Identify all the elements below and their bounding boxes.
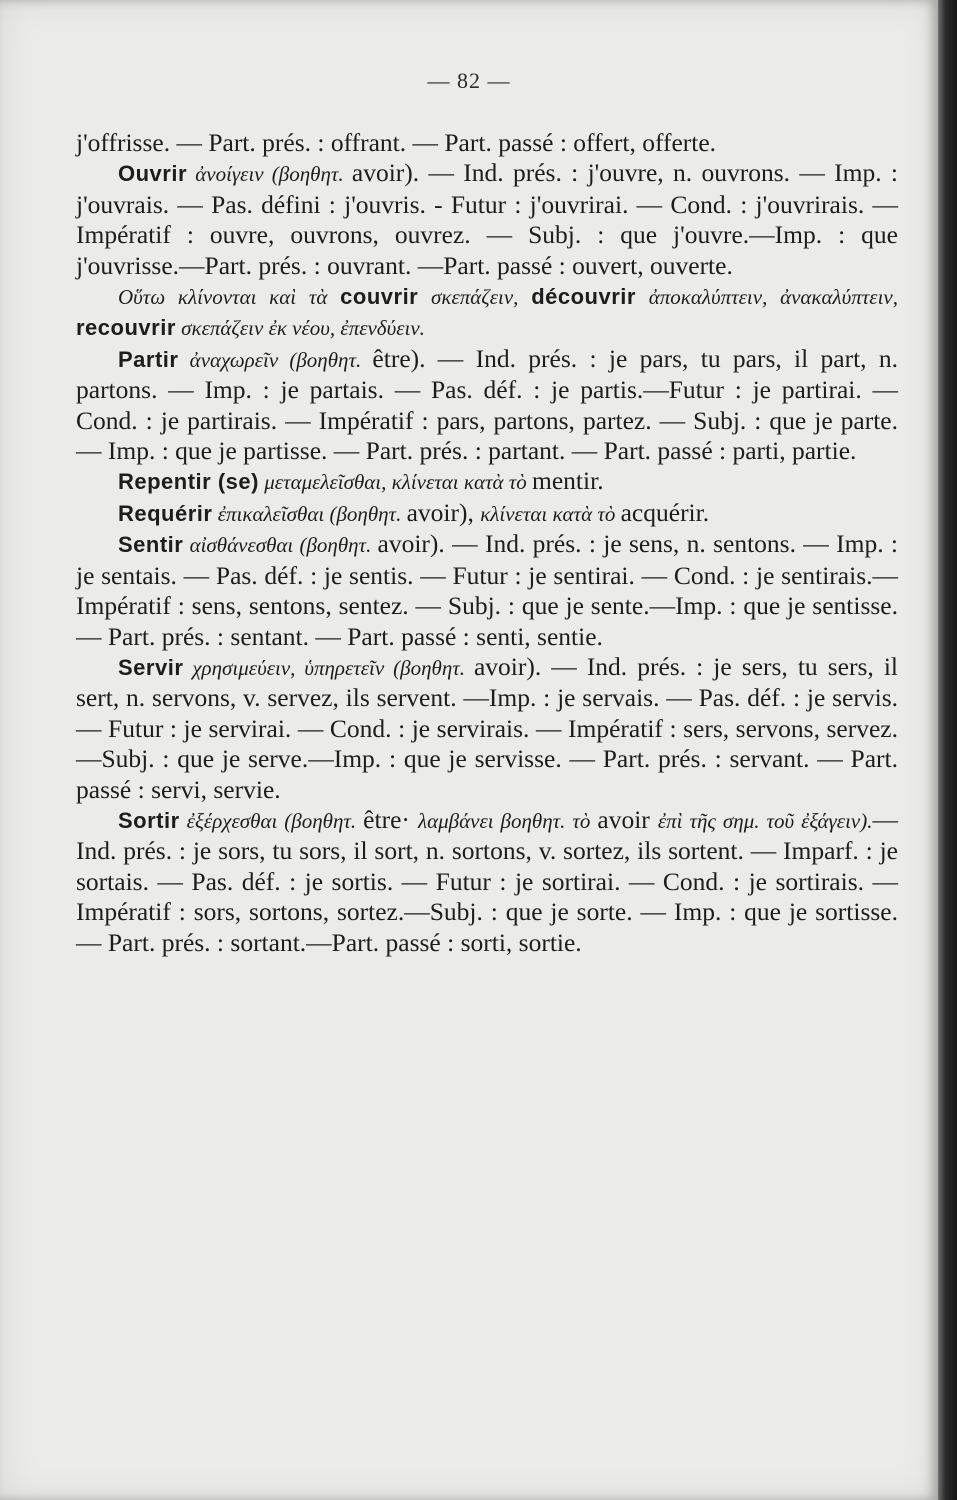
headword: Sortir <box>118 807 180 833</box>
paragraph-partir <box>76 344 898 467</box>
french-text: mentir. <box>532 466 604 496</box>
paragraph-sortir <box>76 805 898 958</box>
greek-text: ἀνοίγειν (βοηθητ. <box>187 162 352 187</box>
text-block <box>76 128 898 958</box>
page-number: — 82 — <box>427 68 511 93</box>
headword: Sentir <box>118 532 184 558</box>
paragraph-repentir <box>76 466 898 497</box>
greek-text: λαμβάνει βοηθητ. τὸ <box>417 808 598 833</box>
greek-text: σκεπάζειν, <box>418 285 532 310</box>
page-edge-shadow <box>938 0 957 1500</box>
headword: recouvrir <box>76 315 176 341</box>
paragraph-offrir-end <box>76 128 898 158</box>
french-text: —Ind. prés. : je sors, tu sors, il sort, n. sortons, v. sortez, ils sortent. — Imparf. : je sortais. — Pas. déf. : je sortis. — Futur : je sortirai. — Cond. : je sortirais. — Impératif : sors, sortons, sortez.—Subj. : que je sorte. — Imp. : que je sortisse. — Part. prés. : sortant.—Part. passé : sorti, sortie. <box>76 804 898 957</box>
french-text: avoir). — Ind. prés. : je sers, tu sers, il sert, n. servons, v. servez, ils servent. —Imp. : je servais. — Pas. déf. : je servis. — Futur : je servirai. — Cond. : je servirais. — Impératif : sers, servons, servez.—Subj. : que je serve.—Imp. : que je servisse. — Part. prés. : servant. — Part. passé : servi, servie. <box>76 651 898 804</box>
greek-text: ἀποκαλύπτειν, ἀνακαλύπτειν, <box>635 285 898 310</box>
french-text: avoir), <box>406 497 481 527</box>
french-text: avoir). — Ind. prés. : je sens, n. sentons. — Imp. : je sentais. — Pas. déf. : je sentis. — Futur : je sentirai. — Cond. : je sentirais.—Impératif : sens, sentons, sentez. — Subj. : que je sente.—Imp. : que je sentisse.— Part. prés. : sentant. — Part. passé : senti, sentie. <box>76 529 898 651</box>
headword: Repentir (se) <box>118 469 259 495</box>
greek-text: ἐπικαλεῖσθαι (βοηθητ. <box>212 501 407 526</box>
headword: Requérir <box>118 500 213 526</box>
paragraph-servir <box>76 652 898 805</box>
french-text: j'offrisse. — Part. prés. : offrant. — Part. passé : offert, offerte. <box>76 128 717 157</box>
french-text: acquérir. <box>620 497 710 527</box>
paragraph-sentir <box>76 529 898 652</box>
headword: Ouvrir <box>118 161 188 187</box>
french-text: avoir <box>597 804 658 834</box>
french-text: avoir). — Ind. prés. : j'ouvre, n. ouvrons. — Imp. : j'ouvrais. — Pas. défini : j'ouvris. - Futur : j'ouvrirai. — Cond. : j'ouvrirais. — Impératif : ouvre, ouvrons, ouvrez. — Subj. : que j'ouvre.—Imp. : que j'ouvrisse.—Part. prés. : ouvrant. —Part. passé : ouvert, ouverte. <box>76 158 898 280</box>
greek-text: Οὕτω κλίνονται καὶ τὰ <box>118 285 341 310</box>
greek-text: χρησιμεύειν, ὑπηρετεῖν (βοηθητ. <box>183 655 474 680</box>
greek-text: κλίνεται κατὰ τὸ <box>480 501 621 526</box>
greek-text: ἀναχωρεῖν (βοηθητ. <box>178 347 373 372</box>
greek-text: ἐξέρχεσθαι (βοηθητ. <box>179 808 364 833</box>
french-text: être· <box>363 804 418 834</box>
headword: couvrir <box>340 284 419 310</box>
paragraph-couvrir <box>76 281 898 344</box>
paragraph-requerir <box>76 498 898 529</box>
greek-text: αἰσθάνεσθαι (βοηθητ. <box>183 533 378 558</box>
headword: découvrir <box>531 284 636 310</box>
french-text: être). — Ind. prés. : je pars, tu pars, il part, n. partons. — Imp. : je partais. — Pas. déf. : je partis.—Futur : je partirai. — Cond. : je partirais. — Impératif : pars, partons, partez. — Subj. : que je parte. — Imp. : que je partisse. — Part. prés. : partant. — Part. passé : parti, partie. <box>76 343 898 466</box>
greek-text: μεταμελεῖσθαι, κλίνεται κατὰ τὸ <box>258 470 533 495</box>
headword: Partir <box>118 346 179 372</box>
headword: Servir <box>118 654 184 680</box>
paragraph-ouvrir <box>76 158 898 281</box>
greek-text: ἐπὶ τῆς σημ. τοῦ ἐξάγειν). <box>657 808 873 833</box>
greek-text: σκεπάζειν ἐκ νέου, ἐπενδύειν. <box>175 316 425 341</box>
